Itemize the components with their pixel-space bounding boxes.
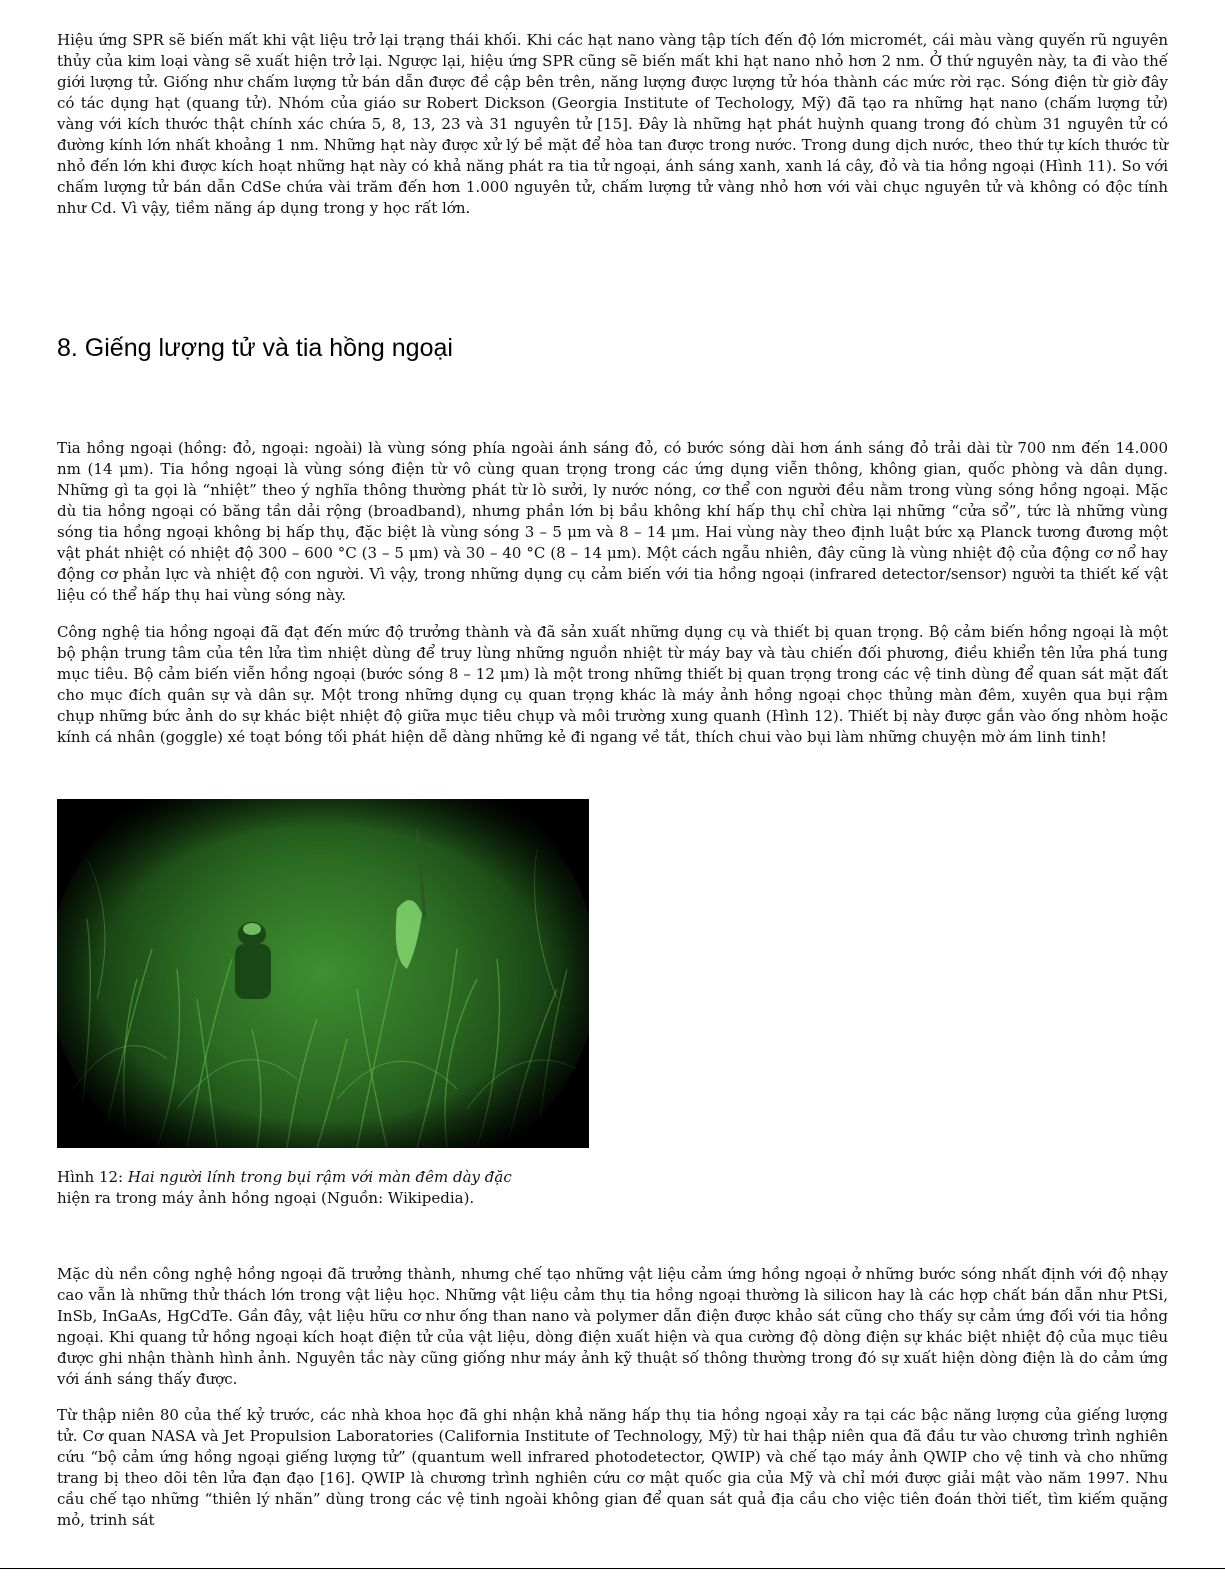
caption-italic: Hai người lính trong bụi rậm với màn đêm dày đặc (127, 1168, 512, 1186)
caption-prefix: Hình 12: (57, 1168, 128, 1186)
night-vision-photo (57, 799, 589, 1148)
night-vision-figure-image (57, 799, 589, 1148)
body-paragraph: Tia hồng ngoại (hồng: đỏ, ngoại: ngoài) là vùng sóng phía ngoài ánh sáng đỏ, có bước sóng dài hơn ánh sáng đỏ trải dài từ 700 nm đến 14.000 nm (14 μm). Tia hồng ngoại là vùng sóng điện từ vô cùng quan trọng trong các ứng dụng viễn thông, không gian, quốc phòng và dân dụng. Những gì ta gọi là “nhiệt” theo ý nghĩa thông thường phát từ lò sưởi, ly nước nóng, cơ thể con người đều nằm trong vùng sóng hồng ngoại. Mặc dù tia hồng ngoại có băng tần dải rộng (broadband), nhưng phần lớn bị bầu không khí hấp thụ chỉ chừa lại những “cửa sổ”, tức là những vùng sóng tia hồng ngoại không bị hấp thụ, đặc biệt là vùng sóng 3 – 5 μm và 8 – 14 μm. Hai vùng này theo định luật bức xạ Planck tương đương một vật phát nhiệt có nhiệt độ 300 – 600 °C (3 – 5 μm) và 30 – 40 °C (8 – 14 μm). Một cách ngẫu nhiên, đây cũng là vùng nhiệt độ của động cơ nổ hay động cơ phản lực và nhiệt độ con người. Vì vậy, trong những dụng cụ cảm biến với tia hồng ngoại (infrared detector/sensor) người ta thiết kế vật liệu có thể hấp thụ hai vùng sóng này. (57, 439, 1168, 604)
page-bottom-rule (0, 1568, 1225, 1569)
caption-line-2: hiện ra trong máy ảnh hồng ngoại (Nguồn: Wikipedia). (57, 1189, 475, 1207)
body-paragraph: Mặc dù nền công nghệ hồng ngoại đã trưởng thành, nhưng chế tạo những vật liệu cảm ứng hồng ngoại ở những bước sóng nhất định với độ nhạy cao vẫn là những thử thách lớn trong vật liệu học. Những vật liệu cảm thụ tia hồng ngoại thường là silicon hay là các hợp chất bán dẫn như PtSi, InSb, InGaAs, HgCdTe. Gần đây, vật liệu hữu cơ như ống than nano và polymer dẫn điện được khảo sát cũng cho thấy sự cảm ứng đối với tia hồng ngoại. Khi quang tử hồng ngoại kích hoạt điện tử của vật liệu, dòng điện xuất hiện và qua cường độ dòng điện sự khác biệt nhiệt độ của mục tiêu được ghi nhận thành hình ảnh. Nguyên tắc này cũng giống như máy ảnh kỹ thuật số thông thường trong đó sự xuất hiện dòng điện là do cảm ứng với ánh sáng thấy được. (57, 1265, 1168, 1388)
body-paragraph: Từ thập niên 80 của thế kỷ trước, các nhà khoa học đã ghi nhận khả năng hấp thụ tia hồng ngoại xảy ra tại các bậc năng lượng của giếng lượng tử. Cơ quan NASA và Jet Propulsion Laboratories (California Institute of Technology, Mỹ) từ hai thập niên qua đã đầu tư vào chương trình nghiên cứu “bộ cảm ứng hồng ngoại giếng lượng tử” (quantum well infrared photodetector, QWIP) và chế tạo máy ảnh QWIP cho vệ tinh và cho những trang bị theo dõi tên lửa đạn đạo [16]. QWIP là chương trình nghiên cứu cơ mật quốc gia của Mỹ và chỉ mới được giải mật vào năm 1997. Nhu cầu chế tạo những “thiên lý nhãn” dùng trong các vệ tinh ngoài không gian để quan sát quả địa cầu cho việc tiên đoán thời tiết, tìm kiếm quặng mỏ, trinh sát (57, 1406, 1168, 1529)
section-heading: 8. Giếng lượng tử và tia hồng ngoại (57, 334, 453, 362)
figure-caption (57, 1167, 657, 1209)
body-paragraph: Công nghệ tia hồng ngoại đã đạt đến mức độ trưởng thành và đã sản xuất những dụng cụ và thiết bị quan trọng. Bộ cảm biến hồng ngoại là một bộ phận trung tâm của tên lửa tìm nhiệt dùng để truy lùng những nguồn nhiệt từ máy bay và tàu chiến đối phương, điều khiển tên lửa phá tung mục tiêu. Bộ cảm biến viễn hồng ngoại (bước sóng 8 – 12 μm) là một trong những thiết bị quan trọng trong các vệ tinh dùng để quan sát mặt đất cho mục đích quân sự và dân sự. Một trong những dụng cụ quan trọng khác là máy ảnh hồng ngoại chọc thủng màn đêm, xuyên qua bụi rậm chụp những bức ảnh do sự khác biệt nhiệt độ giữa mục tiêu chụp và môi trường xung quanh (Hình 12). Thiết bị này được gắn vào ống nhòm hoặc kính cá nhân (goggle) xé toạt bóng tối phát hiện dễ dàng những kẻ đi ngang về tắt, thích chui vào bụi làm những chuyện mờ ám linh tinh! (57, 623, 1168, 746)
body-paragraph: Hiệu ứng SPR sẽ biến mất khi vật liệu trở lại trạng thái khối. Khi các hạt nano vàng tập tích đến độ lớn micromét, cái màu vàng quyến rũ nguyên thủy của kim loại vàng sẽ xuất hiện trở lại. Ngược lại, hiệu ứng SPR cũng sẽ biến mất khi hạt nano nhỏ hơn 2 nm. Ở thứ nguyên này, ta đi vào thế giới lượng tử. Giống như chấm lượng tử bán dẫn được đề cập bên trên, năng lượng được lượng tử hóa thành các mức rời rạc. Sóng điện từ giờ đây có tác dụng hạt (quang tử). Nhóm của giáo sư Robert Dickson (Georgia Institute of Techology, Mỹ) đã tạo ra những hạt nano (chấm lượng tử) vàng với kích thước thật chính xác chứa 5, 8, 13, 23 và 31 nguyên tử [15]. Đây là những hạt phát huỳnh quang trong đó chùm 31 nguyên tử có đường kính lớn nhất khoảng 1 nm. Những hạt này được xử lý bề mặt để hòa tan được trong nước. Trong dung dịch nước, theo thứ tự kích thước từ nhỏ đến lớn khi được kích hoạt những hạt này có khả năng phát ra tia tử ngoại, ánh sáng xanh, xanh lá cây, đỏ và tia hồng ngoại (Hình 11). So với chấm lượng tử bán dẫn CdSe chứa vài trăm đến hơn 1.000 nguyên tử, chấm lượng tử vàng nhỏ hơn với vài chục nguyên tử và không có độc tính như Cd. Vì vậy, tiềm năng áp dụng trong y học rất lớn. (57, 31, 1168, 217)
